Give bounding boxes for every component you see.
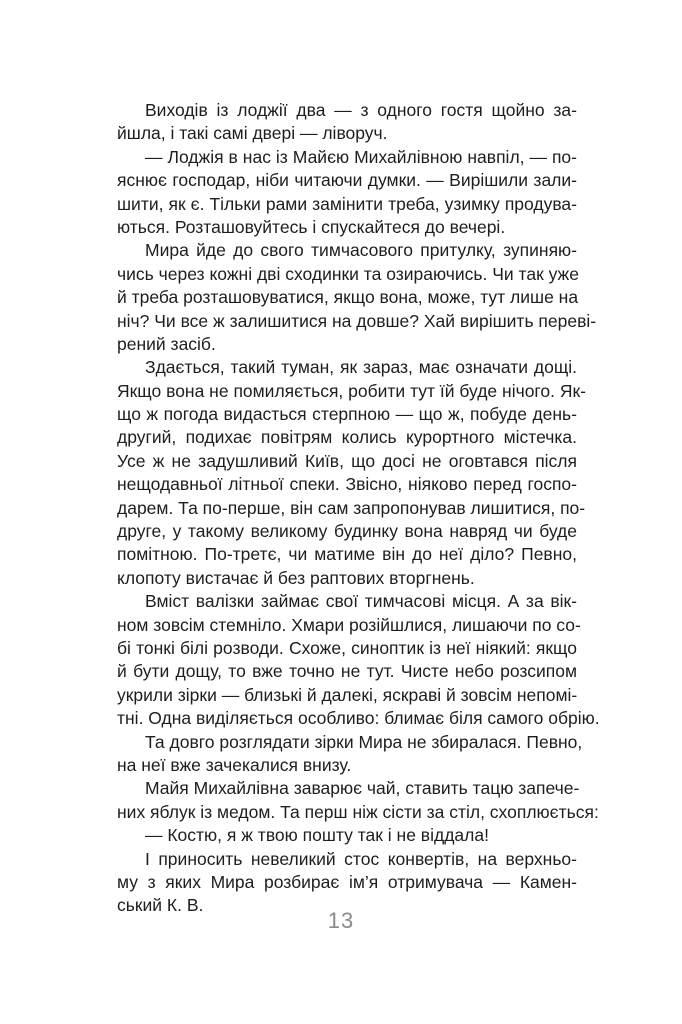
- text-line: Майя Михайлівна заварює чай, ставить тацю запече-: [145, 778, 580, 799]
- text-line: яснює господар, ніби читаючи думки. — Вирішили зали-: [117, 170, 577, 191]
- paragraph: [117, 731, 583, 778]
- text-line: ніч? Чи все ж залишитися на довше? Хай вирішить переві-: [117, 310, 597, 331]
- paragraph: [117, 146, 577, 240]
- text-line: тні. Одна виділяється особливо: блимає біля самого обрію.: [117, 708, 600, 729]
- text-line: шити, як є. Тільки рами замінити треба, узимку продува-: [117, 193, 577, 214]
- text-line: ном зовсім стемніло. Хмари розійшлися, лишаючи по со-: [117, 614, 581, 635]
- text-line: ський К. В.: [117, 895, 204, 916]
- text-line: укрили зірки — близькі й далекі, яскраві й зовсім непомі-: [117, 684, 578, 705]
- text-line: — Костю, я ж твою пошту так і не віддала!: [145, 825, 489, 846]
- paragraph: [117, 824, 577, 847]
- body-text: [117, 99, 600, 918]
- text-line: му з яких Мира розбирає ім’я отримувача — Камен-: [117, 871, 577, 892]
- text-line: Мира йде до свого тимчасового притулку, зупиняю-: [145, 240, 577, 261]
- text-line: рений засіб.: [117, 333, 216, 354]
- text-line: чись через кожні дві сходинки та озираючись. Чи так уже: [117, 263, 579, 284]
- text-line: ються. Розташовуйтесь і спускайтеся до вечері.: [117, 216, 506, 237]
- text-line: Якщо вона не помиляється, робити тут їй буде нічого. Як-: [117, 380, 587, 401]
- text-line: й бути дощу, то вже точно не тут. Чисте небо розсипом: [117, 661, 577, 682]
- paragraph: [117, 356, 587, 590]
- text-line: що ж погода видасться стерпною — що ж, побуде день-: [117, 404, 577, 425]
- text-line: на неї вже зачекалися внизу.: [117, 754, 352, 775]
- text-line: йшла, і такі самі двері — ліворуч.: [117, 123, 388, 144]
- paragraph: [117, 777, 599, 824]
- paragraph: [117, 239, 597, 356]
- text-line: бі тонкі білі розводи. Схоже, синоптик із неї ніякий: якщо: [117, 637, 577, 658]
- text-line: другий, подихає повітрям колись курортного містечка.: [117, 427, 577, 448]
- text-line: Усе ж не задушливий Київ, що досі не оговтався після: [117, 450, 577, 471]
- text-line: нещодавньої літньої спеки. Звісно, ніяково перед госпо-: [117, 474, 577, 495]
- text-line: них яблук із медом. Та перш ніж сісти за стіл, схоплюється:: [117, 801, 599, 822]
- text-line: — Лоджія в нас із Майєю Михайлівною навпіл, — по-: [145, 146, 577, 167]
- text-line: й треба розташовуватися, якщо вона, може, тут лише на: [117, 287, 579, 308]
- text-line: Вміст валізки займає свої тимчасові місця. А за вік-: [145, 591, 577, 612]
- text-line: друге, у такому великому будинку вона навряд чи буде: [117, 521, 577, 542]
- text-line: Здається, такий туман, як зараз, має означати дощі.: [145, 357, 577, 378]
- paragraph: [117, 590, 600, 730]
- text-line: клопоту вистачає й без раптових вторгнень.: [117, 567, 475, 588]
- page-number: 13: [327, 908, 355, 933]
- paragraph: [117, 99, 577, 146]
- text-line: І приносить невеликий стос конвертів, на верхньо-: [145, 848, 577, 869]
- text-line: Та довго розглядати зірки Мира не збиралася. Певно,: [145, 731, 583, 752]
- text-line: Виходів із лоджії два — з одного гостя щойно за-: [145, 100, 577, 120]
- text-line: помітною. По-третє, чи матиме він до неї діло? Певно,: [117, 544, 577, 565]
- text-line: дарем. Та по-перше, він сам запропонував лишитися, по-: [117, 497, 586, 518]
